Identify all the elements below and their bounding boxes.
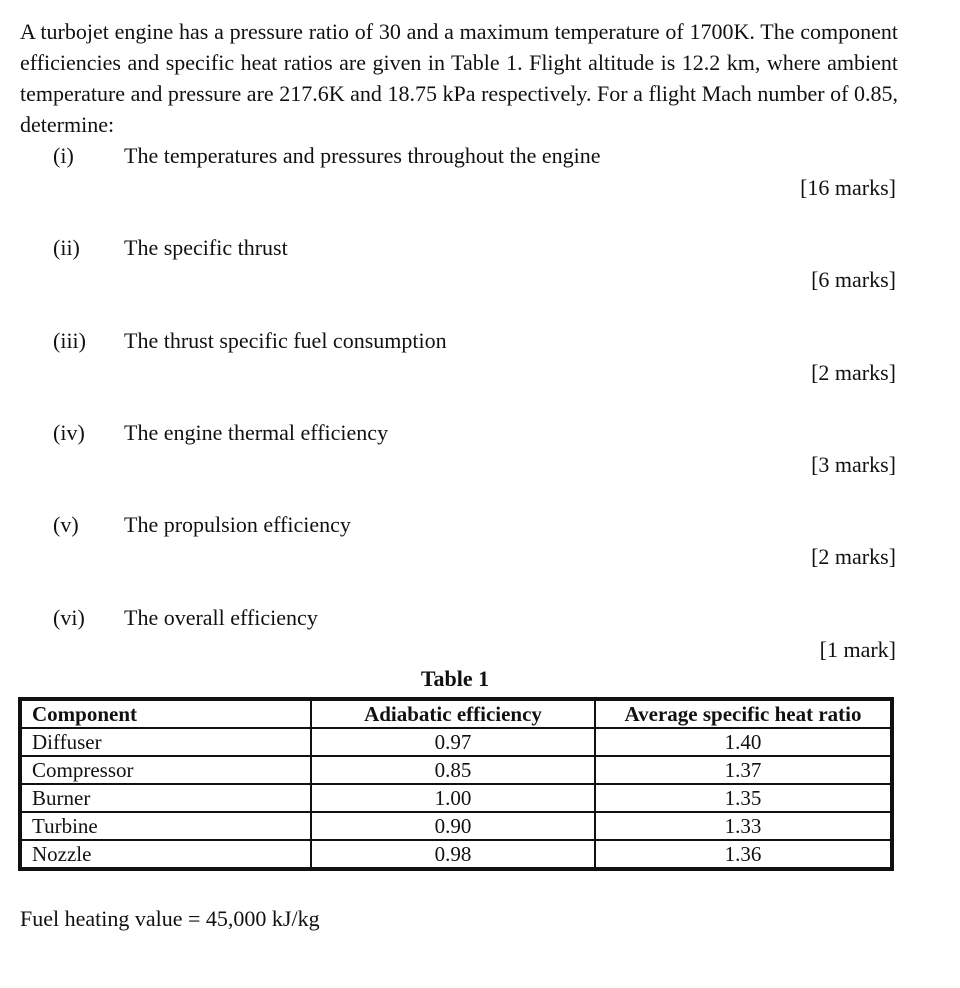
- table-caption: [0, 666, 960, 692]
- cell-heat-ratio: 1.35: [595, 784, 892, 812]
- cell-component: Nozzle: [20, 840, 311, 869]
- table-header-row: [20, 699, 892, 728]
- table-row: [20, 840, 892, 869]
- part-marks: [16 marks]: [800, 175, 896, 200]
- part-marks: [2 marks]: [811, 544, 896, 569]
- table-row: [20, 784, 892, 812]
- header-specific-heat-ratio: Average specific heat ratio: [595, 699, 892, 728]
- cell-component: Burner: [20, 784, 311, 812]
- question-part-vi: [0, 604, 960, 664]
- table-caption-text: Table 1: [420, 666, 490, 691]
- part-marks: [3 marks]: [811, 452, 896, 477]
- table-row: [20, 812, 892, 840]
- cell-component: Diffuser: [20, 728, 311, 756]
- part-number: (vi): [53, 605, 85, 630]
- part-number: (v): [53, 512, 79, 537]
- part-marks: [6 marks]: [811, 267, 896, 292]
- cell-heat-ratio: 1.40: [595, 728, 892, 756]
- part-marks: [1 mark]: [819, 637, 896, 662]
- cell-efficiency: 0.97: [311, 728, 595, 756]
- efficiency-table: [18, 697, 894, 871]
- question-part-iv: [0, 419, 960, 479]
- cell-heat-ratio: 1.33: [595, 812, 892, 840]
- part-text: The engine thermal efficiency: [124, 420, 389, 445]
- part-text: The thrust specific fuel consumption: [124, 328, 447, 353]
- problem-statement: A turbojet engine has a pressure ratio of 30 and a maximum temperature of 1700K. The component efficiencies and specific heat ratios are given in Table 1. Flight altitude is 12.2 km, where ambient temperature and pressure are 217.6K and 18.75 kPa respectively. For a flight Mach number of 0.85, determine:: [20, 19, 898, 137]
- part-text: The propulsion efficiency: [124, 512, 351, 537]
- question-part-v: [0, 511, 960, 571]
- header-component: Component: [20, 699, 311, 728]
- question-part-ii: [0, 234, 960, 294]
- question-part-i: [0, 142, 960, 202]
- part-number: (iv): [53, 420, 85, 445]
- cell-heat-ratio: 1.36: [595, 840, 892, 869]
- cell-efficiency: 0.98: [311, 840, 595, 869]
- part-marks: [2 marks]: [811, 360, 896, 385]
- part-text: The specific thrust: [124, 235, 288, 260]
- cell-efficiency: 1.00: [311, 784, 595, 812]
- table-row: [20, 756, 892, 784]
- question-part-iii: [0, 327, 960, 387]
- header-adiabatic-efficiency: Adiabatic efficiency: [311, 699, 595, 728]
- cell-component: Compressor: [20, 756, 311, 784]
- cell-efficiency: 0.85: [311, 756, 595, 784]
- cell-efficiency: 0.90: [311, 812, 595, 840]
- part-text: The overall efficiency: [124, 605, 318, 630]
- part-number: (i): [53, 143, 74, 168]
- part-number: (ii): [53, 235, 80, 260]
- cell-component: Turbine: [20, 812, 311, 840]
- part-number: (iii): [53, 328, 86, 353]
- cell-heat-ratio: 1.37: [595, 756, 892, 784]
- part-text: The temperatures and pressures throughout the engine: [124, 143, 601, 168]
- table-row: [20, 728, 892, 756]
- fuel-heating-value-note: Fuel heating value = 45,000 kJ/kg: [20, 906, 320, 931]
